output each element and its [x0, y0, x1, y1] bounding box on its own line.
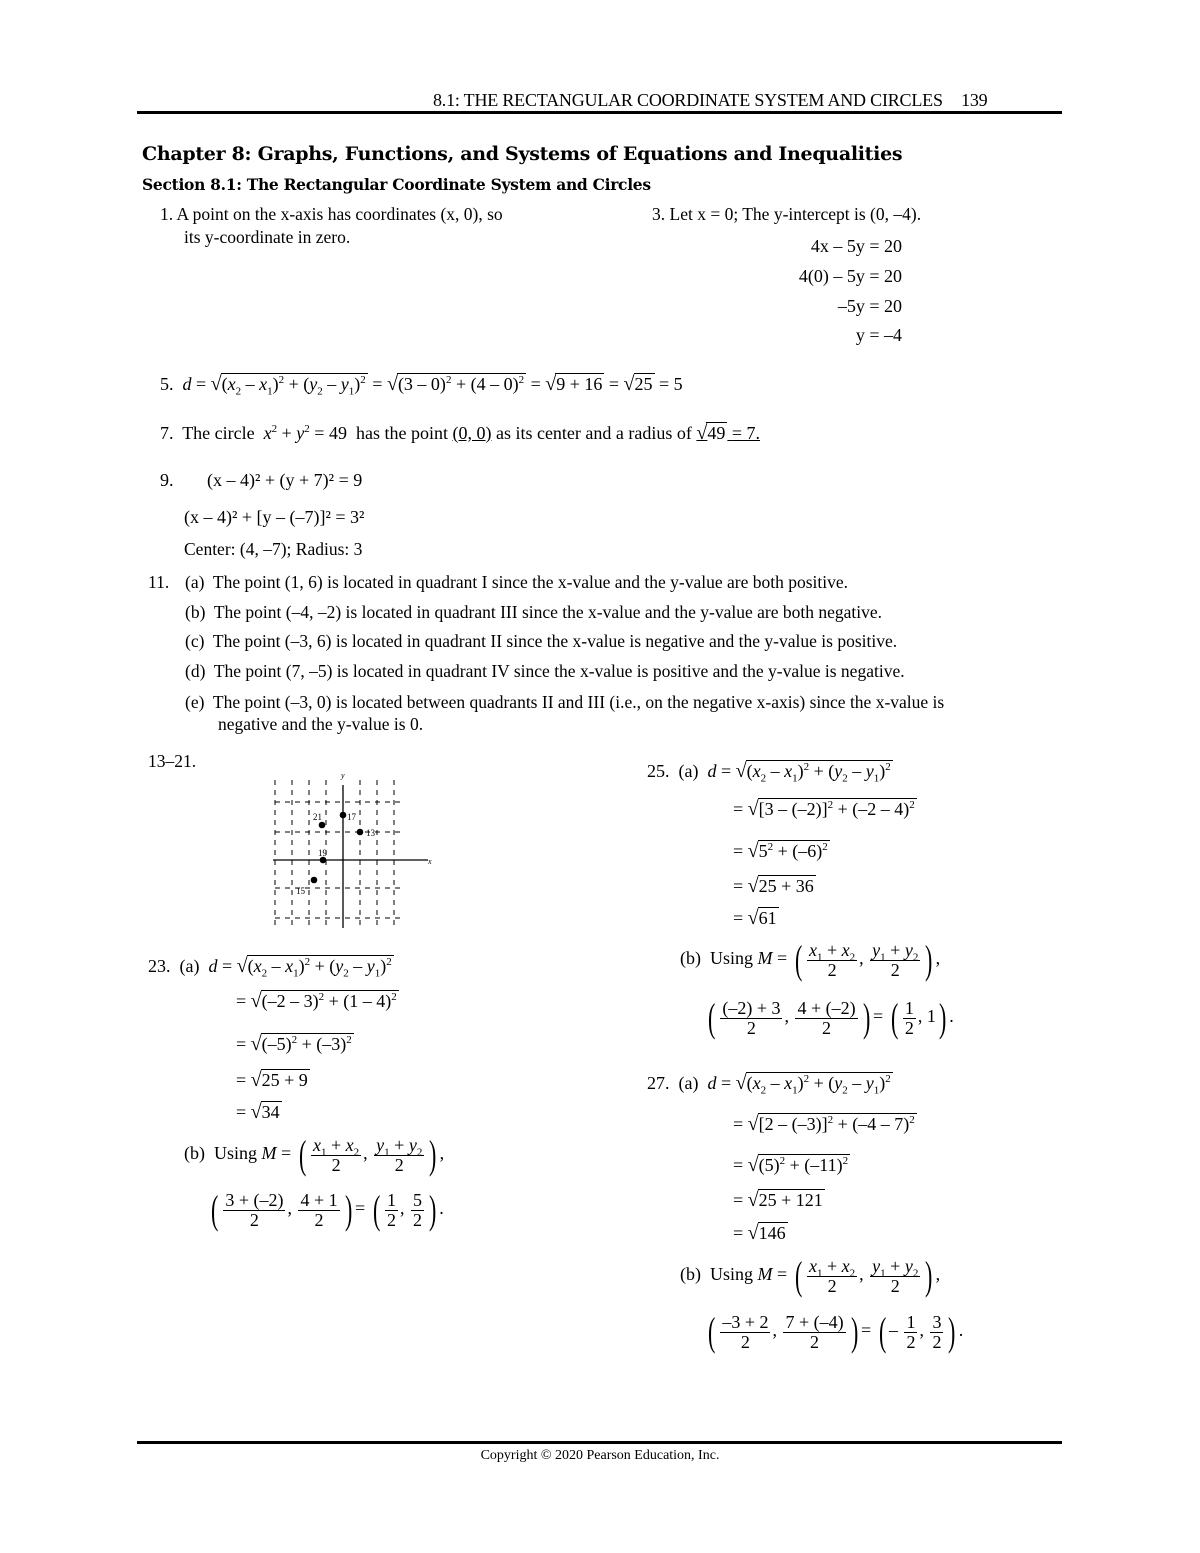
problem-9-number: 9.: [160, 470, 174, 490]
radicand: 146: [758, 1223, 786, 1243]
p23-step4: = √34: [236, 1101, 280, 1123]
p27-b-result: ( $\frac{-3 + 2}{2}$ , $\frac{7 + (-4)}{2}$ ) = ( – $\frac{1}{2}$ , $\frac{3}{2}$ ) .: [707, 1309, 964, 1354]
point-labels: [296, 812, 376, 896]
problem-5: [160, 373, 683, 398]
p23-step1: = √(–2 – 3)$^2$ + (1 – 4)$^2$: [236, 990, 397, 1012]
part-label: (b): [680, 1264, 701, 1285]
p3-eq4: y = –4: [855, 325, 902, 345]
section-title: Section 8.1: The Rectangular Coordinate System and Circles: [142, 175, 651, 194]
point-13: [357, 829, 364, 836]
radicand: 61: [758, 908, 777, 928]
p25-step2: = $√5^2 + (-6)^2$: [733, 840, 828, 862]
p27-step4: = √146: [733, 1222, 786, 1244]
radicand: 25 + 36: [758, 876, 814, 896]
running-title: 8.1: THE RECTANGULAR COORDINATE SYSTEM AND CIRCLES: [433, 90, 943, 110]
p23-b: (b) Using M = ( $\frac{x_1 + x_2}{2}$ , $\frac{y_1 + y_2}{2}$ ) ,: [184, 1132, 445, 1177]
using-text: Using: [710, 1264, 754, 1285]
problem-number: 5.: [160, 374, 174, 394]
part-label: (a): [678, 761, 699, 781]
p3-eq3: –5y = 20: [837, 296, 902, 316]
text: The circle: [182, 423, 255, 443]
p25-b: (b) Using M = ( $\frac{x_1 + x_2}{2}$ , $\frac{y_1 + y_2}{2}$ ) ,: [680, 937, 941, 982]
radicand: 34: [261, 1102, 280, 1122]
part-label: (b): [184, 1143, 205, 1164]
p9-answer: Center: (4, –7); Radius: 3: [184, 539, 363, 559]
text: as its center and a radius of: [495, 423, 692, 443]
label: (e): [185, 692, 205, 712]
label: (c): [185, 631, 205, 651]
text: has the point: [355, 423, 448, 443]
p3-eq1: 4x – 5y = 20: [810, 236, 902, 256]
p3-eq2: 4(0) – 5y = 20: [798, 266, 902, 286]
p23-step3: = √25 + 9: [236, 1069, 308, 1091]
problem-number: 3.: [652, 204, 666, 224]
x-axis-label: x: [428, 857, 432, 866]
part-label: (a): [179, 956, 200, 976]
p25-b-result: ( $\frac{(-2) + 3}{2}$ , $\frac{4 + (-2)}{2}$ ) = ( $\frac{1}{2}$ , 1) .: [707, 995, 954, 1040]
p25-step4: = √61: [733, 907, 777, 929]
problem-number: 7.: [160, 423, 174, 443]
header-rule: [137, 111, 1062, 114]
footer-rule: [137, 1441, 1062, 1444]
y-axis-label: y: [341, 771, 345, 780]
distance-formula: $d = √(x_2 - x_1)^2 + (y_2 - y_1)^2 = √(3 - 0)^2 + (4 - 0)^2 = √9 + 16 = √25$: [182, 373, 653, 398]
problem-number: 25.: [647, 761, 670, 781]
radicand: 25 + 121: [758, 1190, 823, 1210]
text: The point (7, –5) is located in quadrant IV since the x-value is positive and the y-value is negative.: [213, 661, 905, 681]
using-text: Using: [214, 1143, 258, 1164]
label-15: 15: [296, 886, 305, 896]
radius-value: = 7.: [731, 423, 761, 443]
problem-number: 27.: [647, 1073, 670, 1093]
p11-a: [185, 571, 848, 593]
p27-step3: = √25 + 121: [733, 1189, 823, 1211]
p27-b: (b) Using M = ( $\frac{x_1 + x_2}{2}$ , $\frac{y_1 + y_2}{2}$ ) ,: [680, 1253, 941, 1298]
label-21: 21: [313, 812, 322, 822]
grid: [275, 780, 405, 925]
problem-3: [652, 203, 921, 225]
point-17: [340, 812, 347, 819]
text: The point (–3, 6) is located in quadrant II since the x-value is negative and the y-value is positive.: [212, 631, 898, 651]
page-number: 139: [961, 90, 988, 110]
label-19: 19: [318, 848, 327, 858]
p9-eq2: (x – 4)² + [y – (–7)]² = 3²: [184, 507, 365, 527]
p23-step2: = $√(-5)^2 + (-3)^2$: [236, 1033, 352, 1055]
p11-b: [185, 601, 882, 623]
problem-1-line2: its y-coordinate in zero.: [184, 227, 351, 247]
text: The point (–3, 0) is located between quadrants II and III (i.e., on the negative x-axis) since the x-value is: [212, 692, 945, 712]
p25-step3: = √25 + 36: [733, 875, 814, 897]
p9-eq1: (x – 4)² + (y + 7)² = 9: [207, 470, 363, 490]
problem-1: [160, 203, 503, 225]
problem-7: [160, 422, 760, 444]
point-21: [319, 822, 326, 829]
problem-25: 25. (a) $d = √(x_2 - x_1)^2 + (y_2 - y_1)^2$: [647, 760, 891, 785]
p11-e-line2: negative and the y-value is 0.: [218, 714, 424, 734]
p23-b-result: ( $\frac{3 + (-2)}{2}$ , $\frac{4 + 1}{2}$ ) = ( $\frac{1}{2}$ , $\frac{5}{2}$ ) .: [210, 1187, 444, 1232]
text: The point (–4, –2) is located in quadrant III since the x-value and the y-value are both negative.: [213, 602, 883, 622]
p11-e: [185, 691, 944, 713]
circle-equation: $x^2 + y^2 = 49$: [263, 423, 347, 443]
p27-step1: = √[2 – (–3)]$^2$ + (–4 – 7)$^2$: [733, 1113, 915, 1135]
p11-c: [185, 630, 897, 652]
using-text: Using: [710, 948, 754, 969]
axes: [273, 785, 428, 928]
p11-d: [185, 660, 905, 682]
part-label: (b): [680, 948, 701, 969]
p25-step1: = √[3 – (–2)]$^2$ + (–2 – 4)$^2$: [733, 798, 915, 820]
copyright: Copyright © 2020 Pearson Education, Inc.: [480, 1448, 720, 1463]
coordinate-plot: [270, 770, 435, 930]
radicand: 25 + 9: [261, 1070, 308, 1090]
problem-text: A point on the x-axis has coordinates (x, 0), so: [176, 204, 503, 224]
running-header: [433, 90, 987, 111]
point-15: [311, 877, 318, 884]
problem-number: 1.: [160, 204, 174, 224]
label-13: 13: [366, 828, 375, 838]
label-17: 17: [347, 812, 356, 822]
center-answer: (0, 0): [452, 423, 492, 443]
part-label: (a): [678, 1073, 699, 1093]
radius-answer: √49 = 7.: [696, 422, 761, 444]
chapter-title: Chapter 8: Graphs, Functions, and Systems of Equations and Inequalities: [142, 143, 903, 165]
problem-number: 23.: [148, 956, 171, 976]
problem-23: 23. (a) $d = √(x_2 - x_1)^2 + (y_2 - y_1)^2$: [148, 955, 392, 980]
text: The point (1, 6) is located in quadrant I since the x-value and the y-value are both positive.: [212, 572, 849, 592]
p27-step2: = $√(5)^2 + (-11)^2$: [733, 1154, 849, 1176]
result: = 5: [659, 374, 683, 394]
label: (d): [185, 661, 206, 681]
problem-27: 27. (a) $d = √(x_2 - x_1)^2 + (y_2 - y_1)^2$: [647, 1072, 891, 1097]
problem-13-21-number: 13–21.: [148, 751, 197, 771]
label: (a): [185, 572, 205, 592]
problem-11-number: 11.: [148, 572, 170, 592]
problem-text: Let x = 0; The y-intercept is (0, –4).: [669, 204, 922, 224]
label: (b): [185, 602, 206, 622]
